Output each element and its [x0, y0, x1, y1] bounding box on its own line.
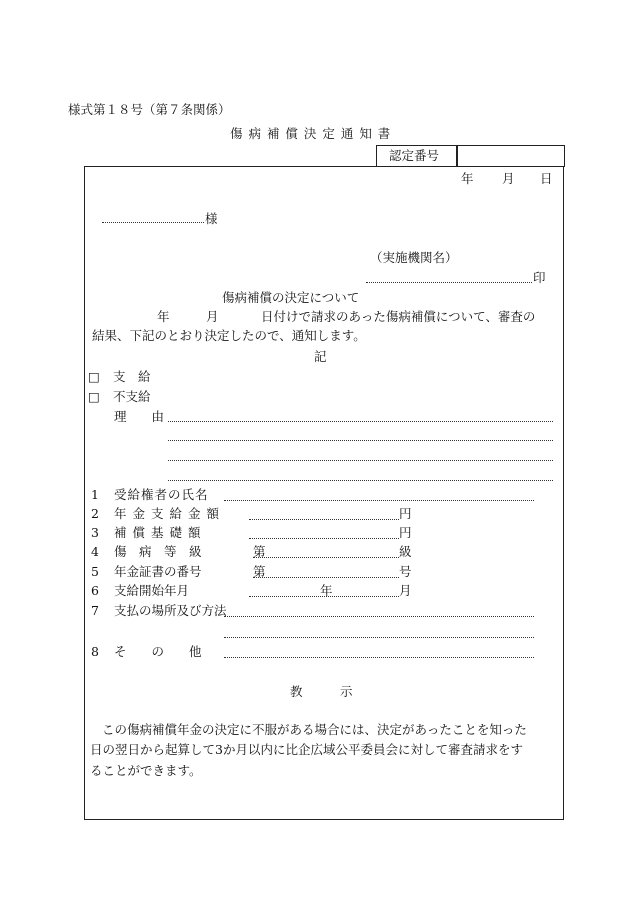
item-4-prefix: 第 [253, 544, 266, 559]
reason-line[interactable] [168, 440, 553, 441]
body-year: 年 [157, 309, 170, 324]
checkbox-approve[interactable]: □ [88, 369, 100, 384]
checkbox-reject[interactable]: □ [88, 389, 100, 404]
kyouji-line: 日の翌日から起算して3か月以内に比企広域公平委員会に対して審査請求をす [90, 742, 523, 757]
item-2-suffix: 円 [399, 506, 412, 521]
option-approve-label: 支 給 [113, 369, 151, 384]
item-7-label: 支払の場所及び方法 [114, 603, 227, 618]
reason-line[interactable] [168, 480, 553, 481]
item-4-field[interactable] [253, 557, 399, 558]
item-6-suffix: 月 [399, 583, 412, 598]
item-6-num: 6 [91, 583, 99, 598]
agency-label: （実施機関名） [370, 250, 458, 265]
seal-mark: 印 [533, 270, 546, 285]
kyouji-line: この傷病補償年金の決定に不服がある場合には、決定があったことを知った [102, 722, 527, 737]
item-3-suffix: 円 [399, 525, 412, 540]
item-2-field[interactable] [249, 519, 399, 520]
option-reject-label: 不支給 [113, 389, 151, 404]
item-6-mid: 年 [320, 583, 333, 598]
item-1-field[interactable] [224, 500, 534, 501]
item-2-num: 2 [91, 506, 99, 521]
body-text-1: 日付けで請求のあった傷病補償について、審査の [261, 309, 536, 324]
item-7-field[interactable] [224, 637, 534, 638]
item-5-num: 5 [91, 564, 99, 579]
item-3-field[interactable] [249, 538, 399, 539]
body-month: 月 [206, 309, 219, 324]
date-year: 年 [461, 171, 474, 186]
recipient-name-line[interactable] [102, 222, 204, 223]
ki-heading: 記 [314, 349, 327, 364]
item-8-num: 8 [91, 644, 99, 659]
item-7-num: 7 [91, 603, 99, 618]
item-5-field[interactable] [253, 577, 399, 578]
item-4-suffix: 級 [399, 544, 412, 559]
item-2-label: 年金支給金額 [114, 506, 226, 521]
item-3-num: 3 [91, 525, 99, 540]
form-id: 様式第１８号（第７条関係） [68, 102, 231, 117]
reason-label: 理 由 [114, 409, 165, 424]
item-8-label: そ の 他 [114, 644, 202, 659]
item-5-suffix: 号 [399, 564, 412, 579]
item-8-field[interactable] [224, 657, 534, 658]
item-1-label: 受給権者の氏名 [114, 487, 209, 502]
item-5-label: 年金証書の番号 [114, 564, 202, 579]
item-1-num: 1 [91, 487, 99, 502]
date-month: 月 [502, 171, 515, 186]
subject: 傷病補償の決定について [222, 290, 360, 305]
reason-line[interactable] [168, 460, 553, 461]
kyouji-title: 教 示 [290, 684, 353, 699]
page-title: 傷 病 補 償 決 定 通 知 書 [230, 126, 392, 141]
item-3-label: 補償基礎額 [114, 525, 207, 540]
item-7-field[interactable] [224, 616, 534, 617]
item-4-label: 傷 病 等 級 [114, 544, 202, 559]
item-4-num: 4 [91, 544, 99, 559]
item-6-label: 支給開始年月 [114, 583, 190, 598]
date-day: 日 [540, 171, 553, 186]
body-text-2: 結果、下記のとおり決定したので、通知します。 [92, 328, 366, 343]
cert-number-field[interactable] [456, 145, 565, 167]
agency-name-line[interactable] [366, 282, 532, 283]
cert-number-label: 認定番号 [389, 148, 440, 163]
kyouji-line: ることができます。 [90, 763, 202, 778]
recipient-suffix: 様 [205, 211, 218, 226]
item-5-prefix: 第 [253, 564, 266, 579]
cert-number-label-cell [376, 145, 458, 167]
reason-line[interactable] [168, 421, 553, 422]
